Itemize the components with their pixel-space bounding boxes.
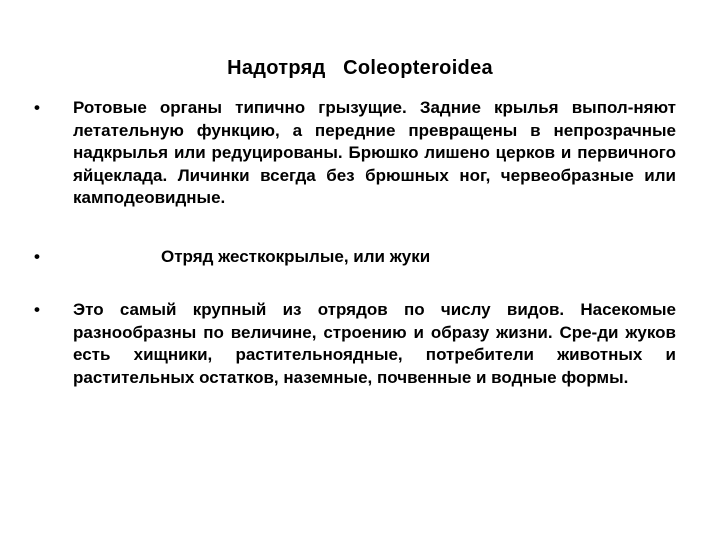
bullet-marker: • <box>34 98 40 117</box>
bullet-list <box>34 97 676 389</box>
bullet-item-description <box>34 97 676 210</box>
slide-title: Надотряд Coleopteroidea <box>227 57 493 79</box>
bullet-marker: • <box>34 246 40 266</box>
bullet-item-order-heading <box>34 246 676 269</box>
bullet-item-order-description <box>34 299 676 389</box>
bullet-text: Ротовые органы типично грызущие. Задние крылья выпол-няют летательную функцию, а передние превращены в непрозрачные надкрылья или редуцированы. Брюшко лишено церков и первичного яйцеклада. Личинки всегда без брюшных ног, червеобразные или камподеовидные. <box>73 98 676 207</box>
bullet-text: Это самый крупный из отрядов по числу видов. Насекомые разнообразны по величине, строению и образу жизни. Сре-ди жуков есть хищники, растительноядные, потребители животных и растительных остатков, наземные, почвенные и водные формы. <box>73 300 676 387</box>
bullet-text: Отряд жесткокрылые, или жуки <box>161 246 431 266</box>
bullet-marker: • <box>34 300 40 319</box>
